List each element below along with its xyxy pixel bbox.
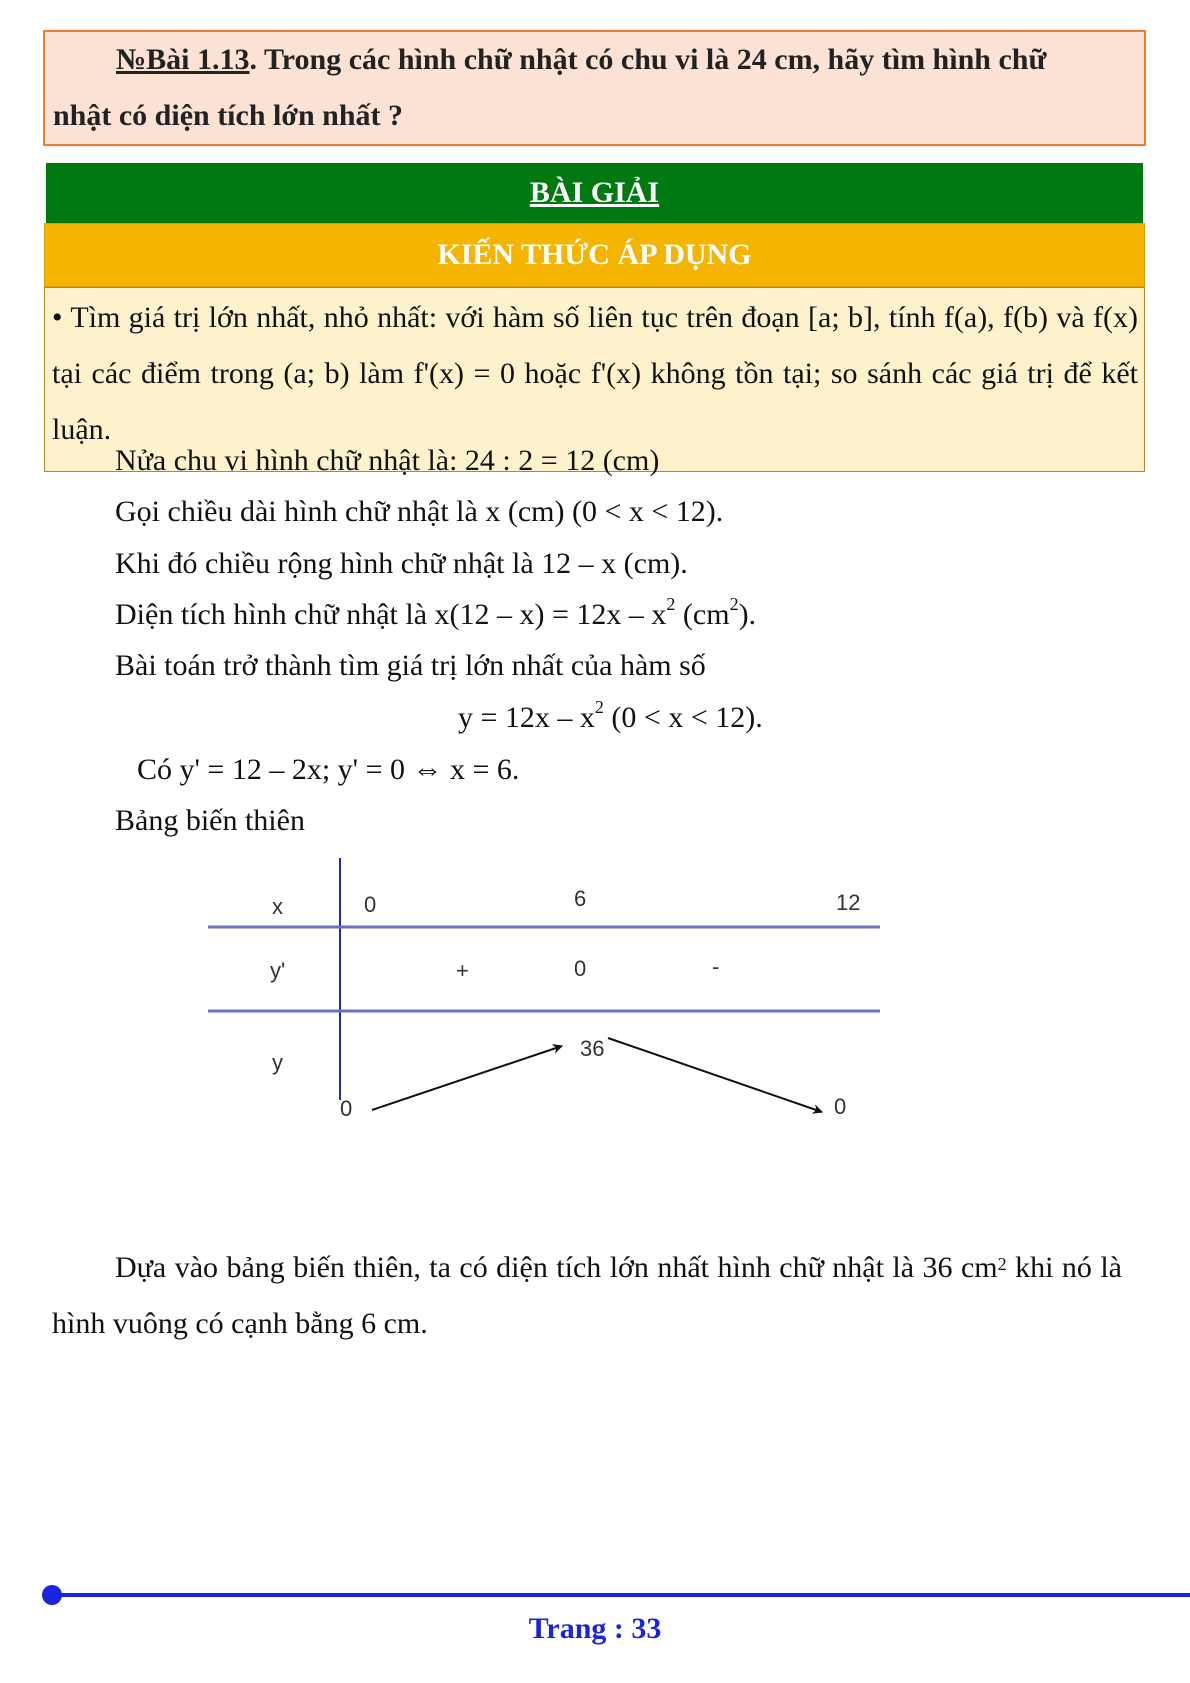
step-area-a: Diện tích hình chữ nhật là x(12 – x) = 12x – x xyxy=(115,598,667,631)
yprime-sign-plus: + xyxy=(456,958,469,983)
conclusion-text-b: khi nó là hình vuông có cạnh bằng 6 cm. xyxy=(52,1251,1122,1340)
conclusion-text-a: Dựa vào bảng biến thiên, ta có diện tích lớn nhất hình chữ nhật là 36 cm xyxy=(115,1251,998,1284)
footer-divider xyxy=(52,1593,1190,1597)
y-value-end: 0 xyxy=(834,1094,847,1119)
row-label-x: x xyxy=(272,894,283,919)
conclusion xyxy=(52,1240,1122,1352)
yprime-zero: 0 xyxy=(574,956,587,981)
step-area-c: (cm xyxy=(675,598,730,631)
x-value-12: 12 xyxy=(836,890,861,915)
increasing-arrow xyxy=(372,1046,562,1110)
conclusion-sup: 2 xyxy=(997,1254,1007,1274)
step-half-perimeter: Nửa chu vi hình chữ nhật là: 24 : 2 = 12 (cm) xyxy=(115,444,660,477)
step-define-width: Khi đó chiều rộng hình chữ nhật là 12 – x (cm). xyxy=(115,547,688,580)
step-derivative: Có y' = 12 – 2x; y' = 0 ⇔ x = 6. xyxy=(137,753,520,786)
decreasing-arrow xyxy=(608,1038,822,1112)
problem-text-2: nhật có diện tích lớn nhất ? xyxy=(53,99,404,132)
step-area xyxy=(115,594,757,632)
step-area-e: ). xyxy=(738,598,757,631)
step-table-title: Bảng biến thiên xyxy=(115,804,305,837)
x-value-0: 0 xyxy=(364,892,377,917)
step-reformulate: Bài toán trở thành tìm giá trị lớn nhất của hàm số xyxy=(115,649,706,682)
step-function xyxy=(458,697,763,735)
yprime-sign-minus: - xyxy=(712,954,720,979)
footer-dot xyxy=(42,1585,62,1605)
variation-table xyxy=(210,886,890,1210)
step-function-a: y = 12x – x xyxy=(458,701,595,734)
knowledge-header: KIẾN THỨC ÁP DỤNG xyxy=(44,223,1145,287)
knowledge-content: • Tìm giá trị lớn nhất, nhỏ nhất: với hàm số liên tục trên đoạn [a; b], tính f(a), f(b) và f(x) tại các điểm trong (a; b) làm f'(x) = 0 hoặc f'(x) không tồn tại; so sánh các giá trị để kết luận. xyxy=(44,287,1145,472)
step-area-sup1: 2 xyxy=(666,594,676,614)
problem-statement xyxy=(43,30,1146,146)
row-label-y: y xyxy=(272,1050,283,1075)
solution-header xyxy=(46,163,1143,223)
y-value-start: 0 xyxy=(340,1096,353,1121)
step-area-sup2: 2 xyxy=(729,594,739,614)
step-define-length: Gọi chiều dài hình chữ nhật là x (cm) (0 < x < 12). xyxy=(115,495,724,528)
problem-text-1: . Trong các hình chữ nhật có chu vi là 24 cm, hãy tìm hình chữ xyxy=(249,43,1047,76)
page-number: Trang : 33 xyxy=(528,1612,662,1645)
y-value-max: 36 xyxy=(580,1036,605,1061)
x-value-6: 6 xyxy=(574,886,587,911)
step-function-c: (0 < x < 12). xyxy=(603,701,763,734)
step-function-sup: 2 xyxy=(594,697,604,717)
solution-header-text: BÀI GIẢI xyxy=(529,176,660,209)
row-label-yprime: y' xyxy=(270,958,286,983)
problem-label: №Bài 1.13 xyxy=(116,43,250,76)
